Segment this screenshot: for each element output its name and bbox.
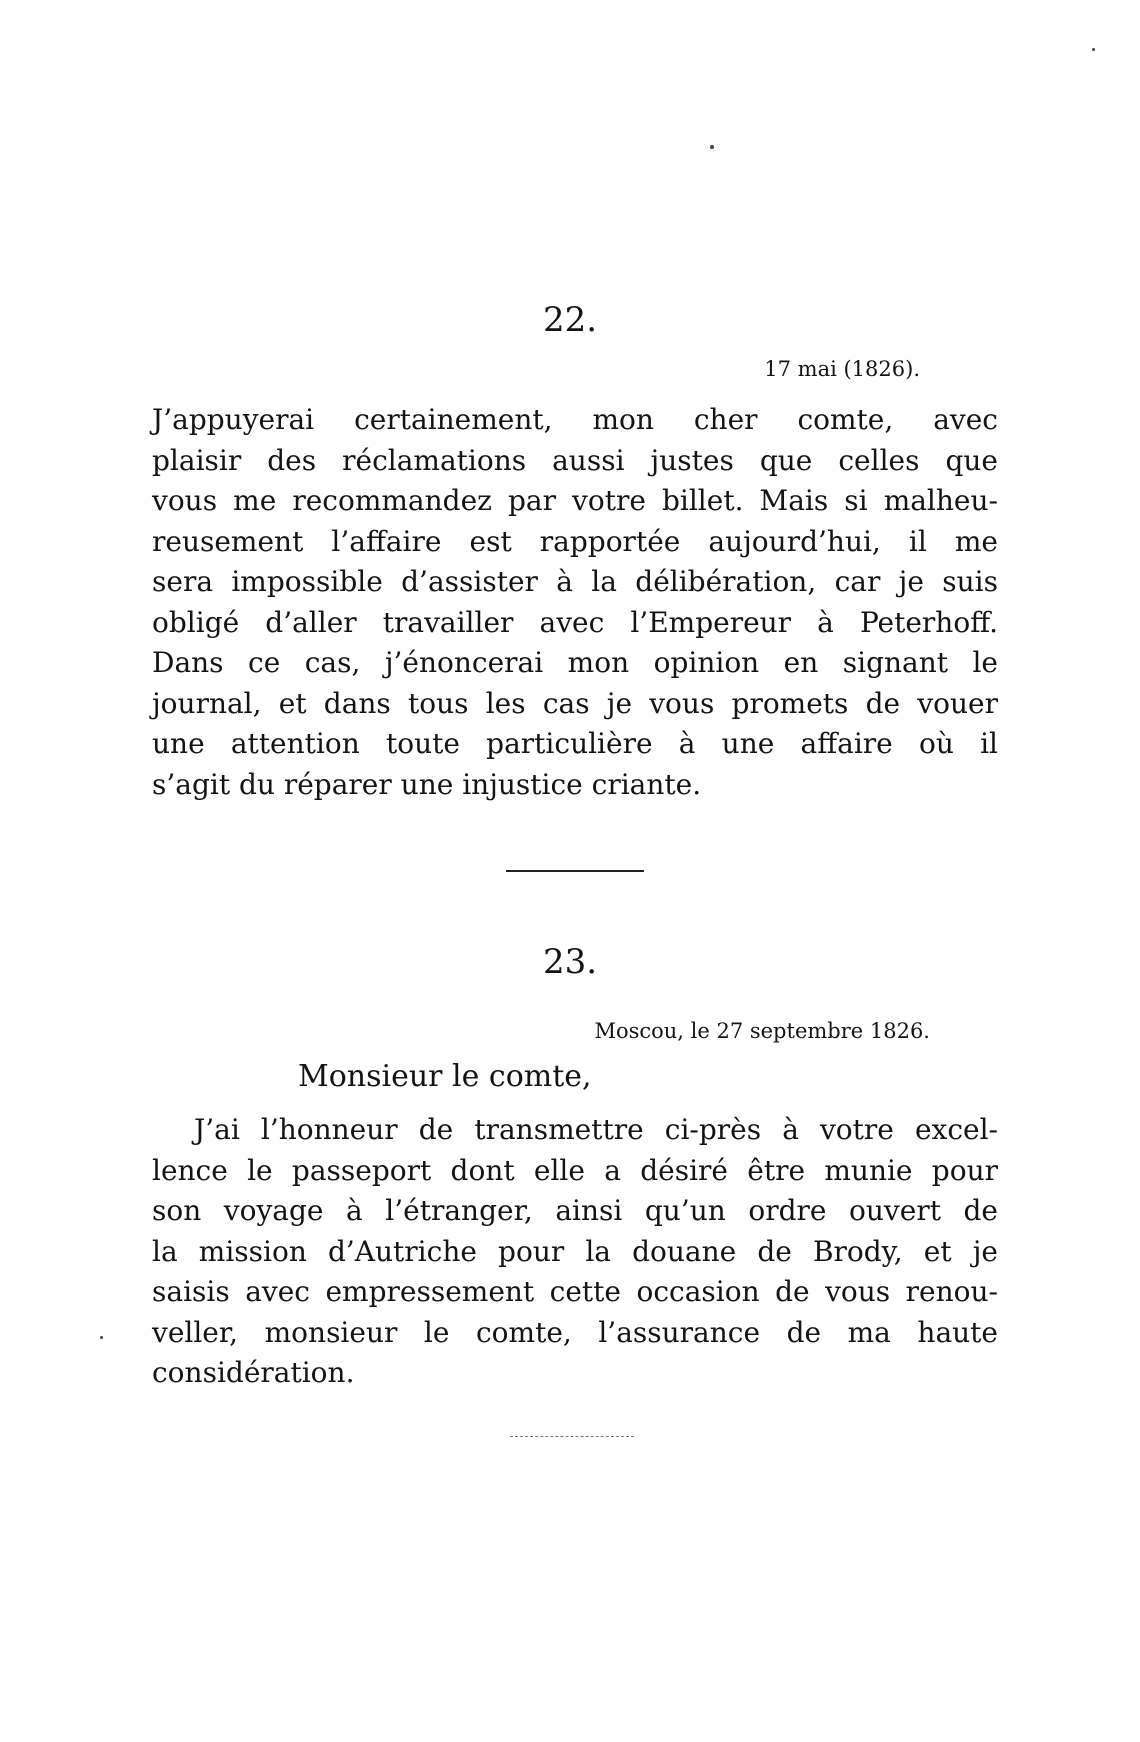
scan-speck bbox=[1092, 48, 1095, 51]
letter-22-line: Dans ce cas, j’énoncerai mon opinion en signant le bbox=[152, 646, 998, 679]
letter-22-line: plaisir des réclamations aussi justes que celles que bbox=[152, 443, 998, 477]
letter-23-number: 23. bbox=[542, 942, 598, 982]
letter-23-date: Moscou, le 27 septembre 1826. bbox=[594, 1019, 930, 1043]
letter-22-line: reusement l’affaire est rapportée aujourd’hui, il me bbox=[152, 524, 998, 558]
scan-speck bbox=[710, 145, 714, 149]
letter-23-line: son voyage à l’étranger, ainsi qu’un ordre ouvert de bbox=[152, 1194, 998, 1227]
letter-23-line: saisis avec empressement cette occasion de vous renou- bbox=[152, 1275, 998, 1308]
letter-22-line: sera impossible d’assister à la délibération, car je suis bbox=[152, 565, 998, 598]
end-separator bbox=[510, 1436, 634, 1437]
letter-23-line: veller, monsieur le comte, l’assurance de ma haute bbox=[152, 1315, 998, 1349]
letter-23-line: la mission d’Autriche pour la douane de Brody, et je bbox=[152, 1234, 998, 1268]
letter-22-date: 17 mai (1826). bbox=[764, 357, 920, 381]
letter-22-body bbox=[152, 400, 998, 805]
letter-22-line: journal, et dans tous les cas je vous promets de vouer bbox=[152, 686, 998, 720]
letter-22-line: une attention toute particulière à une affaire où il bbox=[152, 727, 998, 760]
scan-speck bbox=[100, 1336, 103, 1339]
letter-23-line: J’ai l’honneur de transmettre ci-près à votre excel- bbox=[194, 1113, 998, 1146]
letter-23-line: lence le passeport dont elle a désiré être munie pour bbox=[152, 1153, 998, 1187]
letter-22-number: 22. bbox=[542, 300, 598, 340]
letter-22-line: vous me recommandez par votre billet. Mais si malheu- bbox=[152, 484, 998, 517]
letter-23-salutation: Monsieur le comte, bbox=[298, 1059, 592, 1094]
section-separator bbox=[506, 870, 644, 872]
letter-23-line: considération. bbox=[152, 1356, 355, 1389]
letter-22-line: s’agit du réparer une injustice criante. bbox=[152, 767, 702, 801]
letter-22-line: J’appuyerai certainement, mon cher comte, avec bbox=[152, 403, 998, 436]
letter-22-line: obligé d’aller travailler avec l’Empereur à Peterhoff. bbox=[152, 605, 998, 639]
letter-23-body bbox=[152, 1110, 998, 1394]
